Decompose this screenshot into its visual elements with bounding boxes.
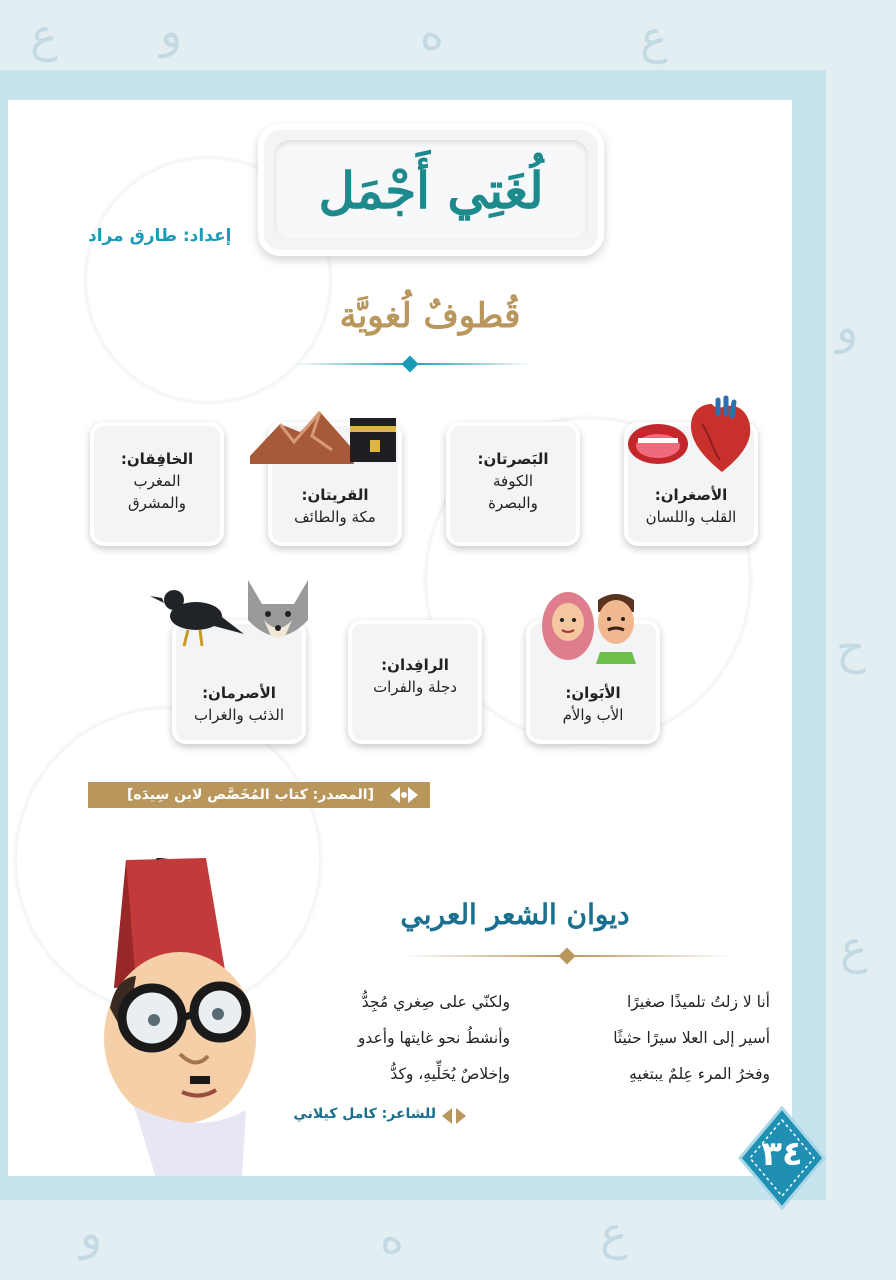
card-meaning: دجلة والفرات: [373, 678, 457, 696]
verse-column-left: [358, 984, 510, 1092]
decorative-letter: ع: [30, 8, 58, 62]
verse-line: وفخرُ المرء عِلمٌ يبتغيهِ: [629, 1065, 770, 1083]
card-term: الأصغران:: [654, 486, 728, 504]
decorative-letter: و: [160, 4, 183, 58]
author-credit: إعداد: طارق مراد: [88, 226, 232, 246]
card-meaning: القلب واللسان: [645, 508, 737, 526]
card-term: الأبَوان:: [565, 684, 621, 702]
source-citation: [المصدر: كتاب المُخَصَّص لابن سِيدَه]: [127, 787, 374, 803]
woman-icon: [542, 592, 594, 660]
page-number: ٣٤: [761, 1134, 803, 1174]
mountain-kaaba-illustration: [250, 406, 400, 476]
decorative-letter: ع: [640, 10, 668, 64]
decorative-letter: ع: [600, 1206, 628, 1260]
page-title: لُغَتِي أَجْمَل: [318, 160, 544, 220]
tongue-heart-illustration: [626, 394, 758, 474]
decorative-letter: ح: [836, 620, 866, 674]
card-meaning: والمشرق: [128, 494, 186, 512]
wolf-crow-illustration: [148, 576, 314, 652]
source-strip: [88, 782, 430, 808]
kaaba-icon: [350, 418, 396, 462]
mountain-icon: [250, 412, 354, 464]
card-meaning: الأب والأم: [562, 706, 624, 724]
title-box: [258, 124, 604, 256]
section-divider: [292, 360, 532, 368]
section-title-poetry: ديوان الشعر العربي: [400, 898, 630, 931]
card-meaning: والبصرة: [488, 494, 538, 512]
heart-icon: [691, 398, 750, 472]
verse-line: ولكنّي على صِغري مُجِدُّ: [361, 993, 510, 1011]
card-rafidan: [348, 620, 482, 744]
card-meaning: المغرب: [133, 472, 181, 490]
card-meaning: مكة والطائف: [294, 508, 376, 526]
crow-icon: [150, 590, 244, 646]
verse-column-right: [613, 984, 770, 1092]
verse-line: وإخلاصٌ يُحَلِّيهِ، وكدُّ: [390, 1065, 510, 1083]
card-term: الخافِقان:: [120, 450, 194, 468]
card-term: القريتان:: [301, 486, 369, 504]
decorative-letter: ه: [380, 1210, 405, 1264]
decorative-letter: و: [80, 1206, 103, 1260]
section-title-linguistic: قُطوفٌ لُغويَّة: [339, 296, 521, 336]
man-icon: [596, 594, 636, 664]
background-band-bottom: [0, 1200, 896, 1280]
card-khafiqan: [90, 422, 224, 546]
card-basratan: [446, 422, 580, 546]
decorative-letter: ع: [840, 920, 868, 974]
background-band-top: [0, 0, 896, 70]
section-divider: [402, 952, 732, 960]
decorative-letter: و: [836, 300, 859, 354]
poet-credit: للشاعر: كامل كيلاني: [293, 1106, 436, 1122]
card-term: الرافِدان:: [381, 656, 449, 674]
poet-portrait: [96, 858, 272, 1176]
ornament-icon: [440, 1104, 468, 1128]
verse-line: أسير إلى العلا سيرًا حثيثًا: [613, 1029, 770, 1047]
parents-illustration: [540, 586, 644, 664]
wolf-icon: [248, 580, 308, 638]
card-meaning: الذئب والغراب: [193, 706, 285, 724]
tongue-icon: [628, 424, 688, 464]
verse-line: وأنشطُ نحو غايتها وأعدو: [357, 1029, 510, 1047]
card-term: الأصرمان:: [202, 684, 276, 702]
card-meaning: الكوفة: [493, 472, 533, 490]
title-inner: [274, 140, 588, 240]
card-term: البَصرتان:: [477, 450, 549, 468]
ornament-icon: [386, 783, 422, 807]
verse-line: أنا لا زلتُ تلميذًا صغيرًا: [626, 993, 770, 1011]
decorative-letter: ه: [420, 6, 445, 60]
